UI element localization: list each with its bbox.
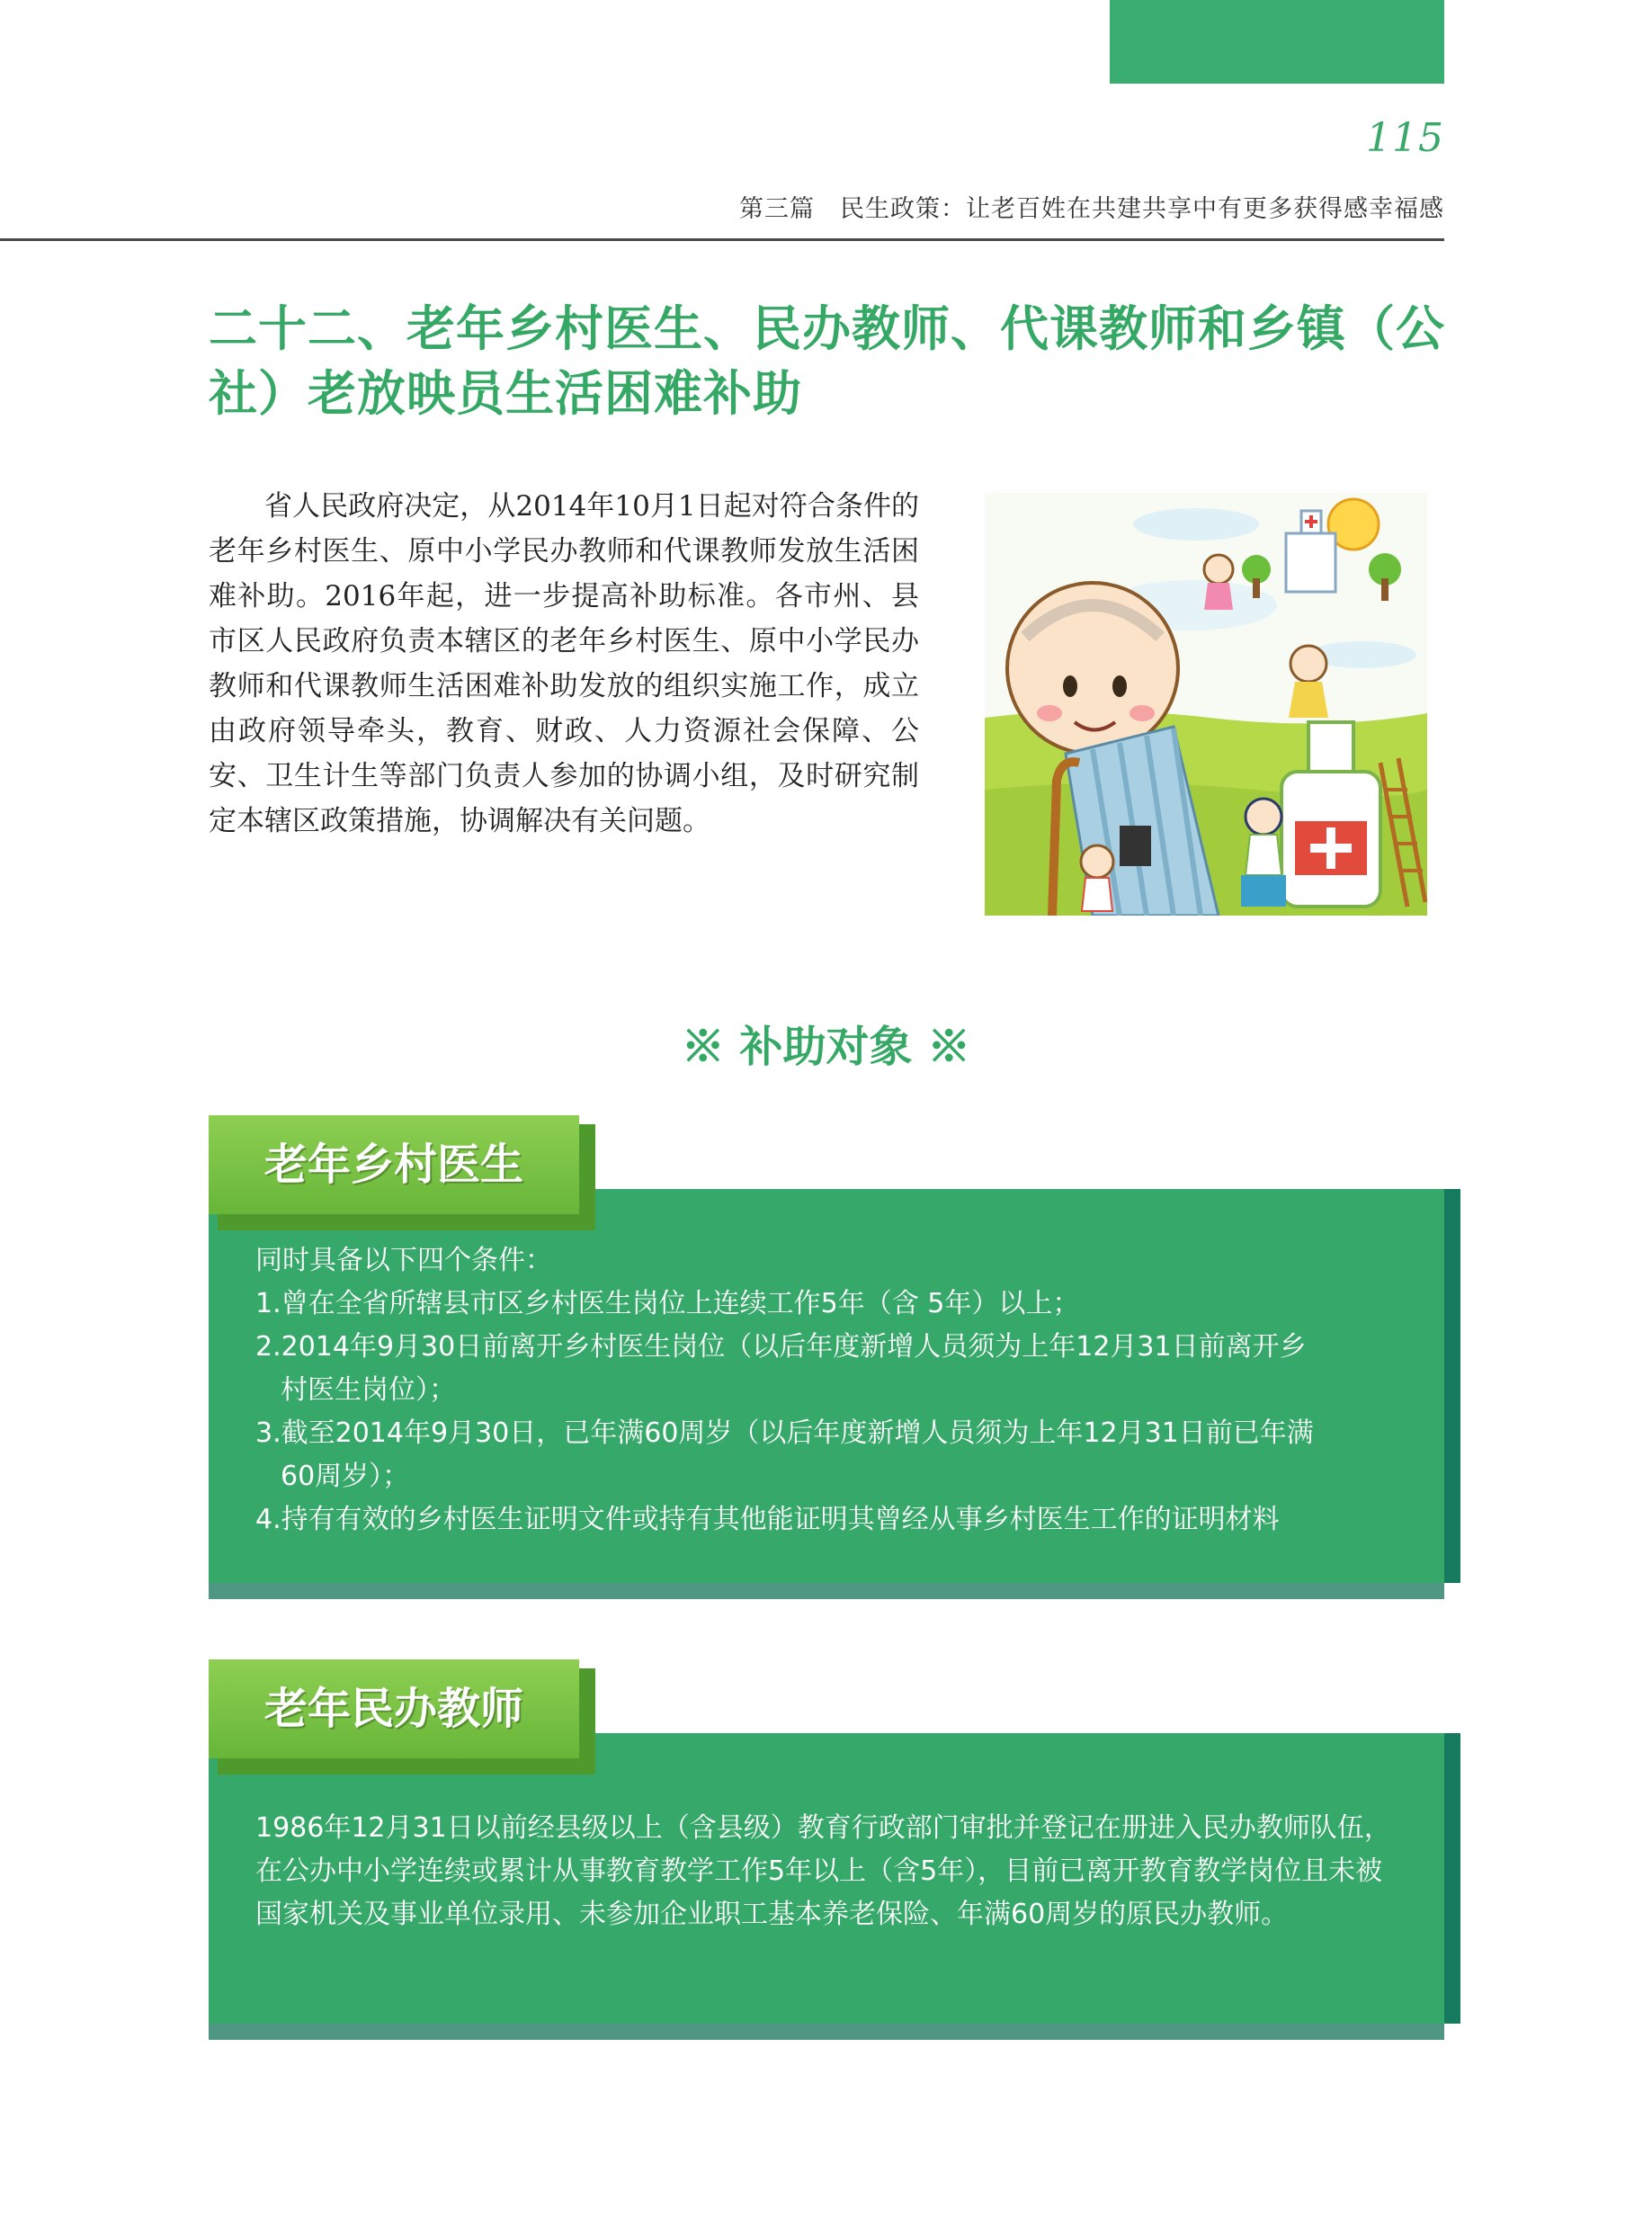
- running-header: 第三篇 民生政策：让老百姓在共建共享中有更多获得感幸福感: [739, 195, 1444, 223]
- condition-3: 3.截至2014年9月30日，已年满60周岁（以后年度新增人员须为上年12月31日前已年满: [255, 1417, 1314, 1449]
- card-label-community-teacher: 老年民办教师: [263, 1684, 523, 1734]
- tab-edge: [218, 1214, 595, 1230]
- illustration-image: [985, 493, 1427, 916]
- card-body: [209, 1733, 1444, 2024]
- header-rule: [0, 238, 1444, 241]
- tab-edge: [218, 1758, 595, 1775]
- card-rural-doctor: [209, 1115, 1444, 1601]
- corner-tab: [1110, 0, 1444, 84]
- condition-intro: 同时具备以下四个条件：: [255, 1245, 552, 1276]
- card-label-rural-doctor: 老年乡村医生: [263, 1140, 523, 1190]
- section-title: 二十二、老年乡村医生、民办教师、代课教师和乡镇（公社）老放映员生活困难补助: [209, 300, 1445, 422]
- card-edge: [209, 1583, 1444, 1599]
- card-community-teacher: [209, 1659, 1444, 2042]
- card-body: [209, 1189, 1444, 1583]
- condition-3-cont: 60周岁）；: [281, 1461, 410, 1492]
- page-number: 115: [1366, 115, 1444, 161]
- condition-2: 2.2014年9月30日前离开乡村医生岗位（以后年度新增人员须为上年12月31日前离开乡: [255, 1331, 1307, 1363]
- subheading-subsidy-recipients: ※ 补助对象 ※: [681, 1022, 971, 1072]
- card-edge: [209, 2024, 1444, 2040]
- condition-2-cont: 村医生岗位）；: [281, 1374, 456, 1406]
- teacher-criteria: 1986年12月31日以前经县级以上（含县级）教育行政部门审批并登记在册进入民办教师队伍，在公办中小学连续或累计从事教育教学工作5年以上（含5年），目前已离开教育教学岗位且未被国家机关及事业单位录用、未参加企业职工基本养老保险、年满60周岁的原民办教师。: [255, 1812, 1391, 1930]
- condition-1: 1.曾在全省所辖县市区乡村医生岗位上连续工作5年（含 5年）以上；: [255, 1288, 1080, 1319]
- condition-4: 4.持有有效的乡村医生证明文件或持有其他能证明其曾经从事乡村医生工作的证明材料: [255, 1504, 1280, 1535]
- intro-paragraph: 省人民政府决定，从2014年10月1日起对符合条件的老年乡村医生、原中小学民办教师和代课教师发放生活困难补助。2016年起，进一步提高补助标准。各市州、县市区人民政府负责本辖区的老年乡村医生、原中小学民办教师和代课教师生活困难补助发放的组织实施工作，成立由政府领导牵头，教育、财政、人力资源社会保障、公安、卫生计生等部门负责人参加的协调小组，及时研究制定本辖区政策措施，协调解决有关问题。: [209, 490, 919, 837]
- card-edge: [1444, 1189, 1460, 1583]
- card-edge: [1444, 1733, 1460, 2024]
